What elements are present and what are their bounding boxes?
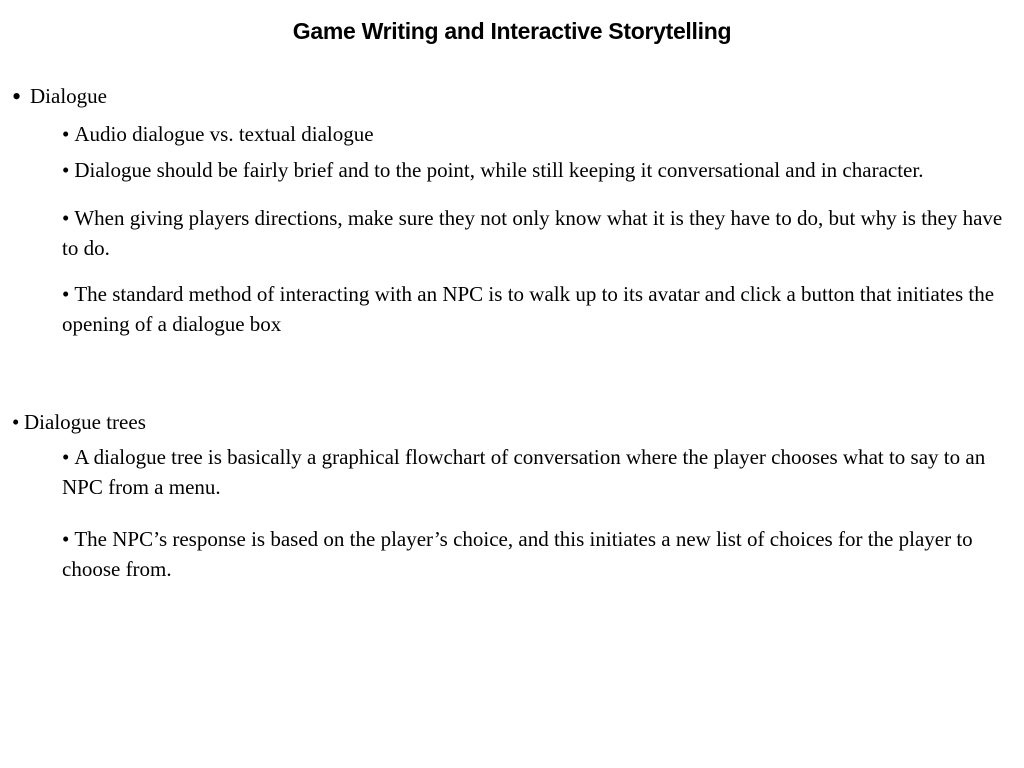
- bullet-icon: •: [62, 206, 70, 230]
- section-dialogue: [12, 82, 1012, 339]
- list-item: [62, 279, 1012, 339]
- bullet-icon: •: [62, 158, 70, 182]
- list-item-text: Dialogue should be fairly brief and to the point, while still keeping it conversational and in character.: [74, 158, 924, 182]
- list-item: [62, 119, 1012, 149]
- bullet-icon: •: [12, 82, 22, 111]
- list-item-text: When giving players directions, make sure they not only know what it is they have to do, but why is they have to do.: [62, 206, 1003, 260]
- section-heading: [12, 408, 1012, 436]
- bullet-icon: •: [62, 122, 70, 146]
- list-item: [62, 155, 1012, 185]
- slide-title: Game Writing and Interactive Storytelling: [292, 18, 732, 44]
- bullet-icon: •: [62, 445, 70, 469]
- section-heading-text: Dialogue trees: [24, 410, 146, 434]
- list-item: [62, 442, 1012, 502]
- list-item-text: A dialogue tree is basically a graphical flowchart of conversation where the player chooses what to say to an NPC from a menu.: [62, 445, 986, 499]
- list-item-text: Audio dialogue vs. textual dialogue: [74, 122, 374, 146]
- bullet-icon: •: [62, 282, 70, 306]
- list-item: [62, 203, 1012, 263]
- bullet-icon: •: [12, 410, 20, 434]
- list-item: [62, 524, 1012, 584]
- bullet-icon: •: [62, 527, 70, 551]
- section-dialogue-trees: [12, 408, 1012, 584]
- list-item-text: The NPC’s response is based on the player’s choice, and this initiates a new list of choices for the player to choose from.: [62, 527, 973, 581]
- list-item-text: The standard method of interacting with an NPC is to walk up to its avatar and click a button that initiates the opening of a dialogue box: [62, 282, 995, 336]
- section-heading-text: Dialogue: [30, 84, 107, 108]
- section-heading: [12, 82, 1012, 111]
